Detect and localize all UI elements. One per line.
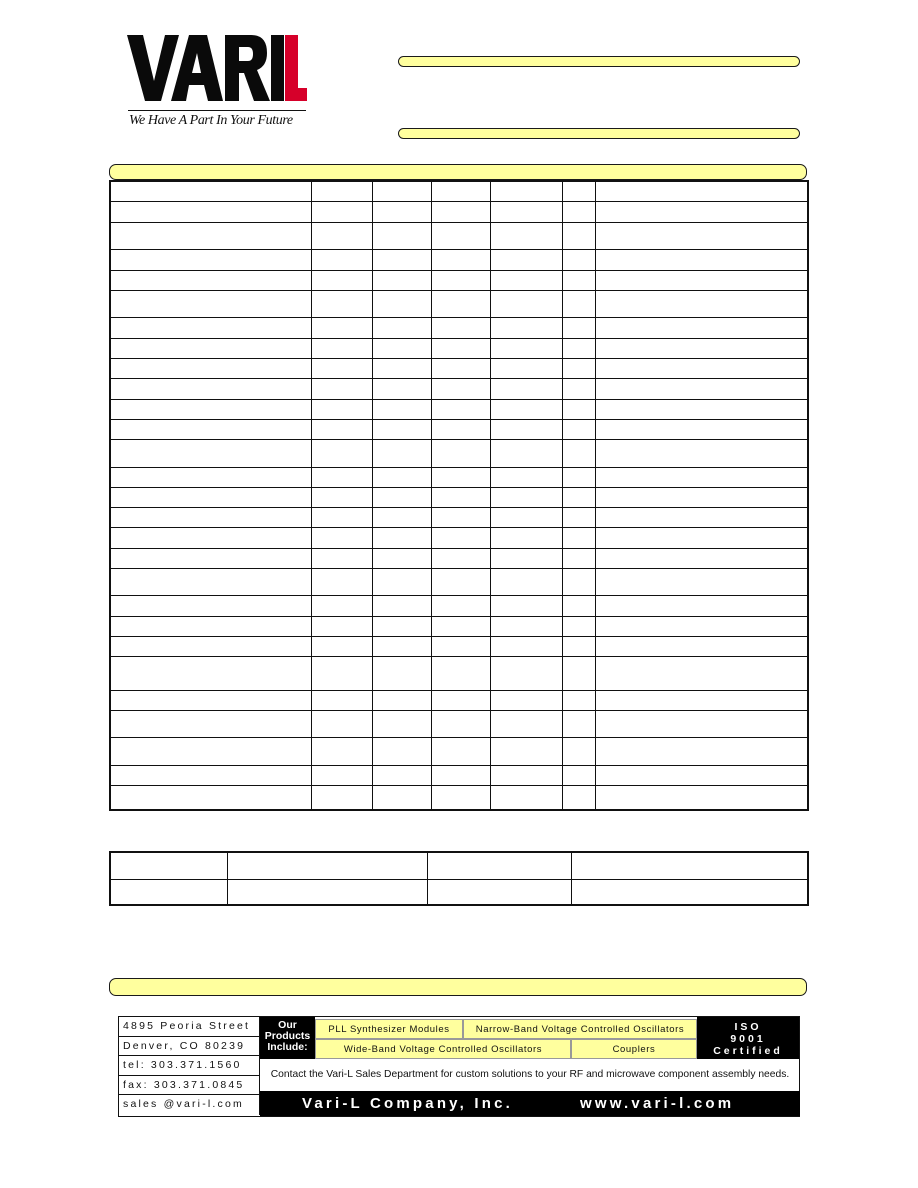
tagline-rule bbox=[128, 110, 306, 111]
spec-cell bbox=[311, 201, 372, 222]
spec-row bbox=[110, 487, 808, 507]
spec-cell bbox=[110, 399, 311, 419]
spec-cell bbox=[562, 487, 595, 507]
iso-line: Certified bbox=[713, 1045, 783, 1057]
bottom-bar bbox=[109, 978, 807, 996]
spec-cell bbox=[431, 548, 490, 568]
spec-cell bbox=[110, 636, 311, 656]
spec-cell bbox=[490, 528, 562, 548]
spec-cell bbox=[311, 785, 372, 810]
spec-cell bbox=[110, 528, 311, 548]
spec-cell bbox=[311, 765, 372, 785]
spec-cell bbox=[372, 596, 431, 616]
spec-cell bbox=[431, 250, 490, 270]
spec-cell bbox=[490, 596, 562, 616]
spec-row bbox=[110, 291, 808, 318]
summary-cell bbox=[110, 879, 227, 905]
spec-row bbox=[110, 270, 808, 290]
spec-cell bbox=[110, 596, 311, 616]
spec-cell bbox=[311, 690, 372, 710]
spec-row bbox=[110, 467, 808, 487]
contact-text: Contact the Vari-L Sales Department for custom solutions to your RF and microwave component assembly needs. bbox=[270, 1069, 790, 1080]
spec-cell bbox=[431, 738, 490, 765]
spec-cell bbox=[595, 318, 808, 338]
spec-cell bbox=[562, 710, 595, 737]
spec-row bbox=[110, 690, 808, 710]
spec-row bbox=[110, 765, 808, 785]
spec-cell bbox=[562, 201, 595, 222]
products-heading-line: Products bbox=[264, 1030, 311, 1042]
spec-cell bbox=[110, 318, 311, 338]
spec-cell bbox=[431, 657, 490, 690]
spec-cell bbox=[311, 270, 372, 290]
iso-certification bbox=[697, 1017, 799, 1059]
spec-cell bbox=[110, 291, 311, 318]
summary-cell bbox=[227, 852, 427, 879]
spec-cell bbox=[431, 785, 490, 810]
spec-cell bbox=[311, 616, 372, 636]
spec-cell bbox=[372, 710, 431, 737]
spec-row bbox=[110, 223, 808, 250]
spec-table bbox=[109, 180, 809, 811]
spec-cell bbox=[311, 548, 372, 568]
spec-cell bbox=[595, 785, 808, 810]
spec-cell bbox=[562, 738, 595, 765]
title-bar-bottom bbox=[398, 128, 800, 139]
spec-cell bbox=[431, 291, 490, 318]
spec-cell bbox=[562, 785, 595, 810]
spec-cell bbox=[372, 291, 431, 318]
spec-cell bbox=[372, 568, 431, 595]
spec-cell bbox=[431, 201, 490, 222]
spec-cell bbox=[431, 270, 490, 290]
spec-cell bbox=[311, 568, 372, 595]
company-name: Vari-L Company, Inc. bbox=[302, 1095, 513, 1112]
summary-table bbox=[109, 851, 809, 906]
spec-cell bbox=[562, 690, 595, 710]
iso-line: ISO bbox=[734, 1021, 762, 1033]
spec-cell bbox=[431, 338, 490, 358]
summary-cell bbox=[427, 879, 571, 905]
spec-cell bbox=[490, 738, 562, 765]
spec-cell bbox=[311, 738, 372, 765]
spec-cell bbox=[110, 223, 311, 250]
spec-cell bbox=[562, 181, 595, 201]
spec-cell bbox=[311, 419, 372, 439]
spec-cell bbox=[562, 399, 595, 419]
spec-cell bbox=[562, 548, 595, 568]
spec-cell bbox=[490, 710, 562, 737]
spec-cell bbox=[490, 201, 562, 222]
spec-cell bbox=[562, 528, 595, 548]
spec-cell bbox=[431, 419, 490, 439]
spec-cell bbox=[595, 250, 808, 270]
spec-cell bbox=[431, 690, 490, 710]
spec-cell bbox=[311, 440, 372, 467]
product-couplers: Couplers bbox=[571, 1039, 697, 1059]
spec-cell bbox=[562, 616, 595, 636]
spec-cell bbox=[372, 338, 431, 358]
spec-cell bbox=[431, 440, 490, 467]
spec-cell bbox=[431, 487, 490, 507]
spec-row bbox=[110, 528, 808, 548]
spec-cell bbox=[431, 318, 490, 338]
spec-cell bbox=[372, 440, 431, 467]
spec-row bbox=[110, 785, 808, 810]
spec-cell bbox=[595, 765, 808, 785]
spec-cell bbox=[595, 201, 808, 222]
spec-cell bbox=[595, 528, 808, 548]
spec-cell bbox=[562, 765, 595, 785]
summary-cell bbox=[571, 852, 808, 879]
fax: fax: 303.371.0845 bbox=[119, 1076, 260, 1096]
spec-cell bbox=[311, 379, 372, 399]
sales-email[interactable]: sales @vari-l.com bbox=[123, 1098, 244, 1111]
spec-row bbox=[110, 338, 808, 358]
spec-cell bbox=[431, 399, 490, 419]
spec-cell bbox=[110, 181, 311, 201]
spec-cell bbox=[311, 657, 372, 690]
spec-cell bbox=[110, 379, 311, 399]
spec-cell bbox=[110, 467, 311, 487]
summary-cell bbox=[571, 879, 808, 905]
spec-cell bbox=[490, 181, 562, 201]
spec-cell bbox=[490, 487, 562, 507]
spec-cell bbox=[110, 419, 311, 439]
spec-cell bbox=[311, 528, 372, 548]
product-wide-band-vco: Wide-Band Voltage Controlled Oscillators bbox=[315, 1039, 571, 1059]
spec-cell bbox=[562, 568, 595, 595]
spec-cell bbox=[431, 181, 490, 201]
spec-cell bbox=[431, 568, 490, 595]
spec-row bbox=[110, 738, 808, 765]
spec-cell bbox=[595, 508, 808, 528]
spec-cell bbox=[595, 467, 808, 487]
spec-cell bbox=[110, 690, 311, 710]
spec-cell bbox=[562, 379, 595, 399]
spec-cell bbox=[372, 528, 431, 548]
spec-cell bbox=[311, 318, 372, 338]
title-bar-top bbox=[398, 56, 800, 67]
spec-cell bbox=[372, 548, 431, 568]
products-heading-line: Our bbox=[278, 1019, 297, 1031]
company-bar bbox=[260, 1091, 800, 1116]
spec-cell bbox=[595, 379, 808, 399]
spec-row bbox=[110, 318, 808, 338]
spec-cell bbox=[490, 419, 562, 439]
spec-cell bbox=[562, 318, 595, 338]
spec-row bbox=[110, 440, 808, 467]
products-heading bbox=[260, 1017, 315, 1059]
spec-cell bbox=[110, 338, 311, 358]
spec-cell bbox=[372, 765, 431, 785]
spec-cell bbox=[311, 223, 372, 250]
summary-cell bbox=[227, 879, 427, 905]
spec-cell bbox=[372, 785, 431, 810]
spec-cell bbox=[490, 785, 562, 810]
product-narrow-band-vco: Narrow-Band Voltage Controlled Oscillators bbox=[463, 1019, 697, 1039]
spec-cell bbox=[595, 223, 808, 250]
spec-row bbox=[110, 616, 808, 636]
spec-cell bbox=[110, 710, 311, 737]
spec-cell bbox=[595, 291, 808, 318]
spec-cell bbox=[562, 270, 595, 290]
spec-cell bbox=[562, 291, 595, 318]
spec-row bbox=[110, 710, 808, 737]
spec-cell bbox=[110, 487, 311, 507]
spec-cell bbox=[110, 765, 311, 785]
spec-row bbox=[110, 596, 808, 616]
spec-cell bbox=[372, 358, 431, 378]
spec-cell bbox=[372, 690, 431, 710]
spec-cell bbox=[372, 508, 431, 528]
spec-cell bbox=[490, 379, 562, 399]
spec-cell bbox=[311, 250, 372, 270]
spec-cell bbox=[595, 338, 808, 358]
spec-cell bbox=[110, 657, 311, 690]
summary-cell bbox=[110, 852, 227, 879]
spec-cell bbox=[372, 250, 431, 270]
spec-cell bbox=[562, 636, 595, 656]
spec-cell bbox=[372, 270, 431, 290]
spec-cell bbox=[595, 399, 808, 419]
spec-cell bbox=[311, 399, 372, 419]
spec-cell bbox=[562, 223, 595, 250]
street-address: 4895 Peoria Street bbox=[119, 1017, 260, 1037]
spec-cell bbox=[490, 616, 562, 636]
spec-cell bbox=[110, 616, 311, 636]
spec-cell bbox=[431, 358, 490, 378]
spec-cell bbox=[311, 338, 372, 358]
spec-cell bbox=[595, 270, 808, 290]
spec-cell bbox=[490, 467, 562, 487]
spec-cell bbox=[490, 399, 562, 419]
spec-cell bbox=[490, 765, 562, 785]
spec-cell bbox=[372, 616, 431, 636]
spec-cell bbox=[311, 596, 372, 616]
spec-cell bbox=[110, 270, 311, 290]
spec-cell bbox=[372, 467, 431, 487]
spec-cell bbox=[595, 596, 808, 616]
spec-row bbox=[110, 636, 808, 656]
spec-row bbox=[110, 379, 808, 399]
spec-cell bbox=[490, 568, 562, 595]
spec-cell bbox=[595, 440, 808, 467]
spec-cell bbox=[595, 358, 808, 378]
spec-cell bbox=[562, 338, 595, 358]
spec-cell bbox=[595, 616, 808, 636]
spec-cell bbox=[311, 710, 372, 737]
spec-cell bbox=[110, 250, 311, 270]
spec-cell bbox=[311, 467, 372, 487]
spec-row bbox=[110, 548, 808, 568]
spec-row bbox=[110, 201, 808, 222]
spec-cell bbox=[110, 508, 311, 528]
spec-cell bbox=[562, 358, 595, 378]
spec-cell bbox=[562, 419, 595, 439]
spec-cell bbox=[595, 181, 808, 201]
city-state-zip: Denver, CO 80239 bbox=[119, 1037, 260, 1057]
spec-cell bbox=[311, 508, 372, 528]
spec-row bbox=[110, 508, 808, 528]
spec-cell bbox=[110, 568, 311, 595]
telephone: tel: 303.371.1560 bbox=[119, 1056, 260, 1076]
tagline: We Have A Part In Your Future bbox=[129, 113, 293, 128]
company-footer bbox=[118, 1016, 800, 1117]
spec-cell bbox=[595, 487, 808, 507]
spec-cell bbox=[110, 785, 311, 810]
spec-cell bbox=[562, 440, 595, 467]
spec-cell bbox=[490, 440, 562, 467]
spec-cell bbox=[311, 636, 372, 656]
spec-row bbox=[110, 568, 808, 595]
spec-cell bbox=[490, 318, 562, 338]
spec-cell bbox=[490, 690, 562, 710]
spec-cell bbox=[490, 338, 562, 358]
spec-cell bbox=[490, 358, 562, 378]
spec-cell bbox=[431, 596, 490, 616]
spec-cell bbox=[431, 528, 490, 548]
spec-cell bbox=[490, 223, 562, 250]
spec-cell bbox=[490, 636, 562, 656]
spec-cell bbox=[562, 250, 595, 270]
spec-cell bbox=[431, 710, 490, 737]
spec-cell bbox=[372, 399, 431, 419]
spec-row bbox=[110, 399, 808, 419]
spec-cell bbox=[372, 201, 431, 222]
spec-cell bbox=[595, 690, 808, 710]
address-block bbox=[119, 1017, 260, 1115]
spec-cell bbox=[562, 508, 595, 528]
spec-cell bbox=[595, 548, 808, 568]
spec-cell bbox=[490, 270, 562, 290]
spec-cell bbox=[372, 419, 431, 439]
spec-cell bbox=[431, 765, 490, 785]
spec-cell bbox=[431, 636, 490, 656]
spec-cell bbox=[431, 223, 490, 250]
vari-l-wordmark bbox=[127, 33, 307, 103]
spec-cell bbox=[372, 379, 431, 399]
spec-cell bbox=[311, 487, 372, 507]
spec-cell bbox=[431, 379, 490, 399]
products-heading-line: Include: bbox=[267, 1041, 308, 1053]
spec-cell bbox=[110, 201, 311, 222]
spec-cell bbox=[595, 657, 808, 690]
spec-cell bbox=[311, 358, 372, 378]
spec-row bbox=[110, 181, 808, 201]
spec-cell bbox=[110, 548, 311, 568]
summary-cell bbox=[427, 852, 571, 879]
spec-cell bbox=[595, 419, 808, 439]
spec-row bbox=[110, 358, 808, 378]
spec-cell bbox=[372, 318, 431, 338]
company-website[interactable]: www.vari-l.com bbox=[580, 1095, 735, 1112]
spec-cell bbox=[110, 358, 311, 378]
spec-row bbox=[110, 419, 808, 439]
spec-cell bbox=[431, 508, 490, 528]
spec-cell bbox=[490, 291, 562, 318]
spec-cell bbox=[562, 596, 595, 616]
spec-cell bbox=[372, 223, 431, 250]
spec-cell bbox=[372, 487, 431, 507]
spec-cell bbox=[431, 467, 490, 487]
spec-cell bbox=[490, 657, 562, 690]
product-pll-synthesizer: PLL Synthesizer Modules bbox=[315, 1019, 463, 1039]
spec-cell bbox=[372, 657, 431, 690]
spec-cell bbox=[431, 616, 490, 636]
spec-cell bbox=[372, 738, 431, 765]
spec-cell bbox=[595, 636, 808, 656]
spec-cell bbox=[490, 548, 562, 568]
spec-cell bbox=[372, 181, 431, 201]
spec-cell bbox=[595, 568, 808, 595]
spec-cell bbox=[595, 710, 808, 737]
spec-cell bbox=[562, 467, 595, 487]
spec-cell bbox=[562, 657, 595, 690]
spec-row bbox=[110, 250, 808, 270]
spec-cell bbox=[490, 250, 562, 270]
spec-cell bbox=[490, 508, 562, 528]
iso-line: 9001 bbox=[730, 1033, 766, 1045]
spec-cell bbox=[595, 738, 808, 765]
spec-cell bbox=[311, 291, 372, 318]
spec-cell bbox=[372, 636, 431, 656]
spec-cell bbox=[110, 440, 311, 467]
spec-cell bbox=[311, 181, 372, 201]
spec-row bbox=[110, 657, 808, 690]
spec-cell bbox=[110, 738, 311, 765]
spec-table-header-bar bbox=[109, 164, 807, 180]
